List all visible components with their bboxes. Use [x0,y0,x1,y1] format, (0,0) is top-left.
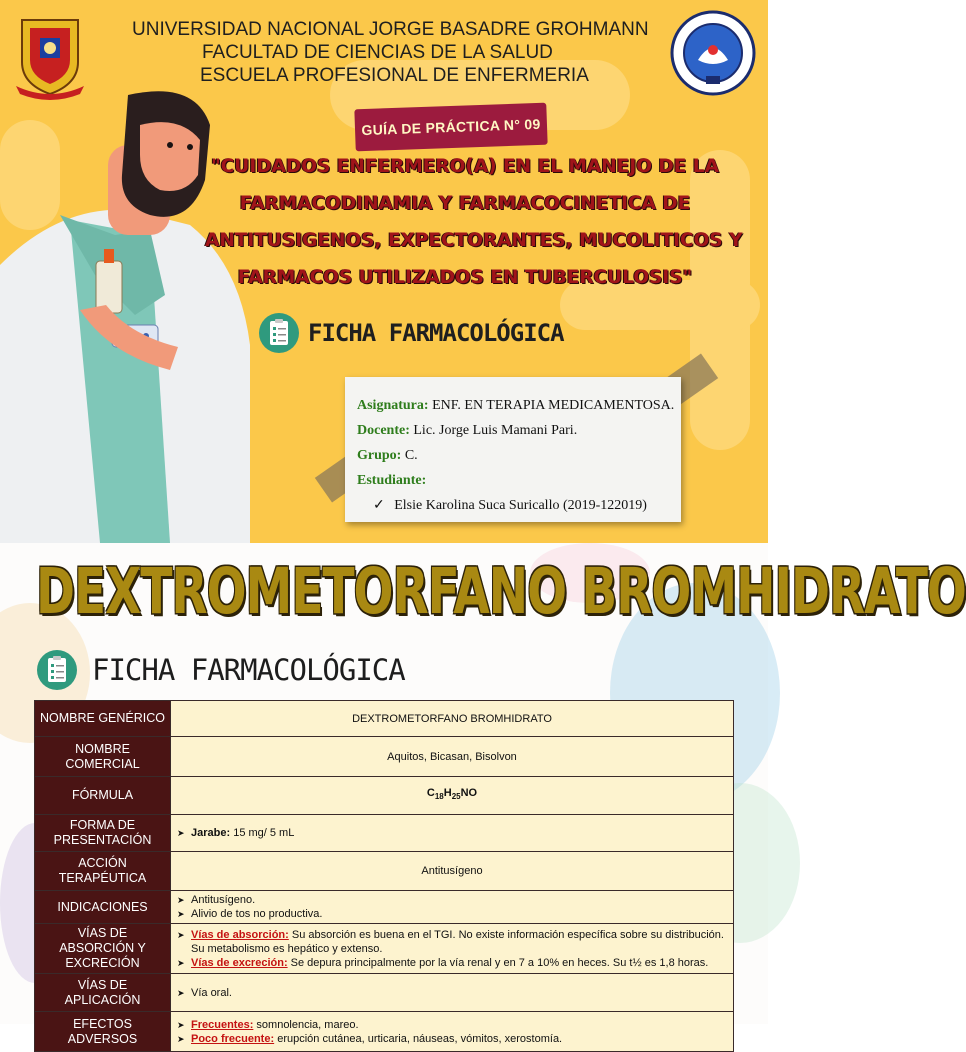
ficha-label: FICHA FARMACOLÓGICA [308,319,564,347]
guide-number-tag [354,103,547,152]
row-value: ➤ Antitusígeno. ➤ Alivio de tos no productiva. [171,891,734,924]
university-name: UNIVERSIDAD NACIONAL JORGE BASADRE GROHMANN [132,19,649,40]
row-value: ➤ Vías de absorción: Su absorción es buena en el TGI. No existe información específica sobre su distribución. Su metabolismo es hepático y extenso. ➤ Vías de excreción: Se depura principalmente por la vía renal y en 7 a 10% en heces. Su t½ es 1,8 horas. [171,924,734,974]
formula-value: $C_{18}H_{25}NO$ [171,777,734,815]
asignatura-value: ENF. EN TERAPIA MEDICAMENTOSA. [432,398,675,413]
cover-section [0,0,768,543]
table-row [35,852,734,891]
table-row [35,815,734,852]
row-value: ➤ Frecuentes: somnolencia, mareo. ➤ Poco frecuente: erupción cutánea, urticaria, náuseas, vómitos, xerostomía. [171,1012,734,1052]
row-value: Antitusígeno [171,852,734,891]
ficha-heading-cover [258,312,564,354]
clipboard-checklist-icon [258,312,300,354]
row-key: ACCIÓN TERAPÉUTICA [35,852,171,891]
row-value: ➤ Jarabe: 15 mg/ 5 mL [171,815,734,852]
row-key: FÓRMULA [35,777,171,815]
docente-value: Lic. Jorge Luis Mamani Pari. [413,423,578,438]
guide-title-line: "CUIDADOS ENFERMERO(A) EN EL MANEJO DE LA [211,156,719,177]
student-name: Elsie Karolina Suca Suricallo (2019-122019) [394,498,647,513]
student-row [357,493,669,518]
ficha-sheet-section [0,543,966,1046]
ficha-heading-sheet [36,649,405,691]
row-value: ➤ Vía oral. [171,974,734,1012]
guide-title-line: FARMACODINAMIA Y FARMACOCINETICA DE [239,193,691,214]
checkmark-icon: ✓ [373,498,385,513]
drug-title: DEXTROMETORFANO BROMHIDRATO [36,555,966,630]
faculty-name: FACULTAD DE CIENCIAS DE LA SALUD [202,42,553,63]
row-key: INDICACIONES [35,891,171,924]
guide-title-line: FARMACOS UTILIZADOS EN TUBERCULOSIS" [237,267,693,288]
row-key: NOMBRE COMERCIAL [35,737,171,777]
grupo-value: C. [404,448,418,463]
row-key: NOMBRE GENÉRICO [35,701,171,737]
grupo-label: Grupo: [357,448,402,463]
table-row [35,737,734,777]
table-row [35,701,734,737]
nursing-school-logo [670,10,756,96]
asignatura-label: Asignatura: [357,398,429,413]
table-row [35,924,734,974]
drug-info-table [34,700,734,1052]
university-header [130,18,650,87]
row-key: EFECTOS ADVERSOS [35,1012,171,1052]
guide-title-line: ANTITUSIGENOS, EXPECTORANTES, MUCOLITICOS Y [205,230,743,251]
school-name: ESCUELA PROFESIONAL DE ENFERMERIA [200,65,589,86]
row-key: FORMA DE PRESENTACIÓN [35,815,171,852]
table-row [35,777,734,815]
grupo-row [357,443,669,468]
guide-title [205,148,743,296]
row-key: VÍAS DE ABSORCIÓN Y EXCRECIÓN [35,924,171,974]
estudiante-label: Estudiante: [357,473,427,488]
ficha-label: FICHA FARMACOLÓGICA [92,653,405,687]
docente-label: Docente: [357,423,410,438]
clipboard-checklist-icon [36,649,78,691]
row-value: Aquitos, Bicasan, Bisolvon [171,737,734,777]
row-value: DEXTROMETORFANO BROMHIDRATO [171,701,734,737]
estudiante-row [357,468,669,493]
row-key: VÍAS DE APLICACIÓN [35,974,171,1012]
table-row [35,891,734,924]
guide-number-label: GUÍA DE PRÁCTICA N° 09 [361,115,541,139]
course-info-card [345,377,681,522]
table-row [35,974,734,1012]
asignatura-row [357,393,675,418]
table-row [35,1012,734,1052]
docente-row [357,418,669,443]
